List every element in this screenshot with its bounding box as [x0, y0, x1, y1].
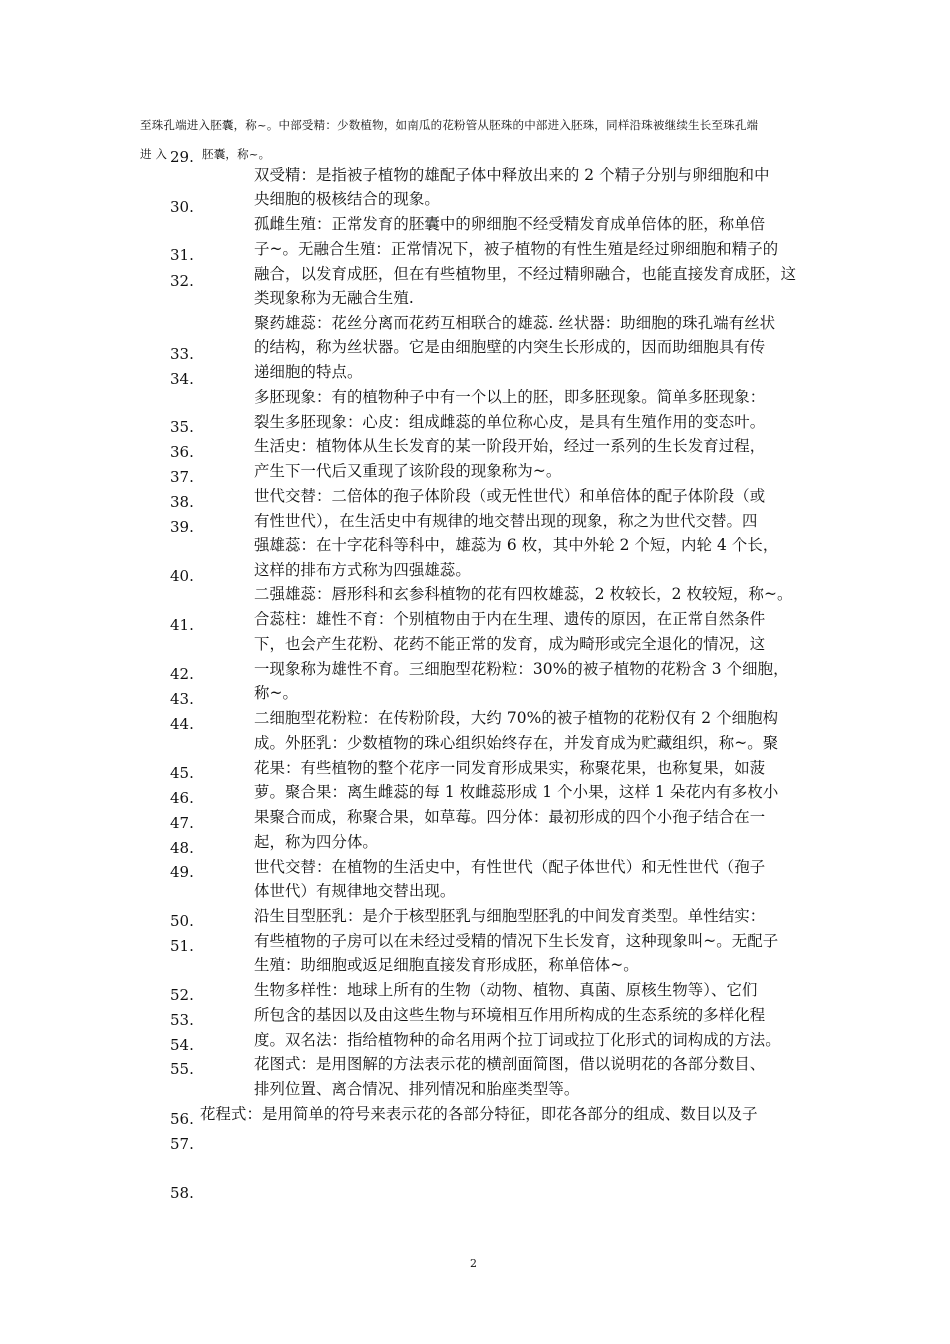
text-line: 生殖：助细胞或返足细胞直接发育形成胚，称单倍体~。: [254, 956, 639, 974]
text-line: 萝。聚合果：离生雌蕊的每 1 枚雌蕊形成 1 个小果，这样 1 朵花内有多枚小: [254, 783, 779, 801]
item-number: 47.: [170, 814, 194, 832]
item-number: 32.: [170, 272, 194, 290]
text-line: 裂生多胚现象：心皮：组成雌蕊的单位称心皮，是具有生殖作用的变态叶。: [254, 413, 766, 431]
top-paragraph-line-2-prefix: 进 入: [140, 147, 168, 161]
text-line: 递细胞的特点。: [254, 363, 363, 381]
text-line: 生活史：植物体从生长发育的某一阶段开始，经过一系列的生长发育过程，: [254, 437, 766, 455]
item-number: 35.: [170, 418, 194, 436]
item-number: 46.: [170, 789, 194, 807]
text-line: 花程式：是用简单的符号来表示花的各部分特征，即花各部分的组成、数目以及子: [200, 1105, 758, 1123]
item-number: 30.: [170, 198, 194, 216]
text-line: 一现象称为雄性不育。三细胞型花粉粒：30%的被子植物的花粉含 3 个细胞，: [254, 660, 789, 678]
item-number: 58.: [170, 1184, 194, 1202]
top-paragraph-line-2-suffix: 胚囊，称~。: [202, 147, 271, 161]
text-line: 排列位置、离合情况、排列情况和胎座类型等。: [254, 1080, 580, 1098]
item-number: 38.: [170, 493, 194, 511]
text-line: 花果：有些植物的整个花序一同发育形成果实，称聚花果，也称复果，如菠: [254, 759, 766, 777]
item-number: 50.: [170, 912, 194, 930]
item-number: 52.: [170, 986, 194, 1004]
text-line: 世代交替：二倍体的孢子体阶段（或无性世代）和单倍体的配子体阶段（或: [254, 487, 766, 505]
item-number: 43.: [170, 690, 194, 708]
item-number: 49.: [170, 863, 194, 881]
text-line: 起，称为四分体。: [254, 833, 378, 851]
text-line: 这样的排布方式称为四强雄蕊。: [254, 561, 471, 579]
text-line: 体世代）有规律地交替出现。: [254, 882, 456, 900]
item-number: 54.: [170, 1036, 194, 1054]
item-number: 44.: [170, 715, 194, 733]
item-number: 41.: [170, 616, 194, 634]
item-number: 31.: [170, 246, 194, 264]
text-line: 花图式：是用图解的方法表示花的横剖面简图，借以说明花的各部分数目、: [254, 1055, 766, 1073]
text-line: 所包含的基因以及由这些生物与环境相互作用所构成的生态系统的多样化程: [254, 1006, 766, 1024]
text-line: 类现象称为无融合生殖.: [254, 289, 414, 307]
text-line: 的结构，称为丝状器。它是由细胞壁的内突生长形成的，因而助细胞具有传: [254, 338, 766, 356]
item-number: 36.: [170, 443, 194, 461]
text-line: 度。双名法：指给植物种的命名用两个拉丁词或拉丁化形式的词构成的方法。: [254, 1031, 781, 1049]
item-number: 53.: [170, 1011, 194, 1029]
text-line: 子~。无融合生殖：正常情况下，被子植物的有性生殖是经过卵细胞和精子的: [254, 240, 779, 258]
text-line: 聚药雄蕊：花丝分离而花药互相联合的雄蕊. 丝状器：助细胞的珠孔端有丝状: [254, 314, 776, 332]
text-line: 沿生目型胚乳：是介于核型胚乳与细胞型胚乳的中间发育类型。单性结实：: [254, 907, 766, 925]
item-number: 40.: [170, 567, 194, 585]
text-line: 世代交替：在植物的生活史中，有性世代（配子体世代）和无性世代（孢子: [254, 858, 766, 876]
text-line: 双受精：是指被子植物的雄配子体中释放出来的 2 个精子分别与卵细胞和中: [254, 166, 770, 184]
text-line: 融合，以发育成胚，但在有些植物里，不经过精卵融合，也能直接发育成胚，这: [254, 265, 797, 283]
text-line: 多胚现象：有的植物种子中有一个以上的胚，即多胚现象。简单多胚现象：: [254, 388, 766, 406]
top-paragraph-line-1: 至珠孔端进入胚囊，称~。中部受精：少数植物，如南瓜的花粉管从胚珠的中部进入胚珠，同样沿珠被继续生长至珠孔端: [140, 118, 759, 132]
item-number: 55.: [170, 1060, 194, 1078]
item-number: 45.: [170, 764, 194, 782]
text-line: 有些植物的子房可以在未经过受精的情况下生长发育，这种现象叫~。无配子: [254, 932, 779, 950]
item-number: 56.: [170, 1110, 194, 1128]
text-line: 下，也会产生花粉、花药不能正常的发育，成为畸形或完全退化的情况，这: [254, 635, 766, 653]
text-line: 有性世代），在生活史中有规律的地交替出现的现象，称之为世代交替。四: [254, 512, 758, 530]
item-number: 34.: [170, 370, 194, 388]
text-line: 产生下一代后又重现了该阶段的现象称为~。: [254, 462, 562, 480]
text-line: 二细胞型花粉粒：在传粉阶段，大约 70%的被子植物的花粉仅有 2 个细胞构: [254, 709, 779, 727]
text-line: 果聚合而成，称聚合果，如草莓。四分体：最初形成的四个小孢子结合在一: [254, 808, 766, 826]
item-number: 37.: [170, 468, 194, 486]
item-number: 33.: [170, 345, 194, 363]
item-number: 39.: [170, 518, 194, 536]
item-number: 29.: [170, 148, 194, 166]
item-number: 57.: [170, 1135, 194, 1153]
text-line: 二强雄蕊：唇形科和玄参科植物的花有四枚雄蕊，2 枚较长，2 枚较短，称~。: [254, 585, 793, 603]
text-line: 生物多样性：地球上所有的生物（动物、植物、真菌、原核生物等）、它们: [254, 981, 758, 999]
text-line: 合蕊柱：雄性不育：个别植物由于内在生理、遗传的原因，在正常自然条件: [254, 610, 766, 628]
item-number: 48.: [170, 839, 194, 857]
item-number: 51.: [170, 937, 194, 955]
text-line: 孤雌生殖：正常发育的胚囊中的卵细胞不经受精发育成单倍体的胚，称单倍: [254, 215, 766, 233]
text-line: 强雄蕊：在十字花科等科中，雄蕊为 6 枚，其中外轮 2 个短，内轮 4 个长，: [254, 536, 779, 554]
text-line: 称~。: [254, 684, 298, 702]
text-line: 央细胞的极核结合的现象。: [254, 190, 440, 208]
text-line: 成。外胚乳：少数植物的珠心组织始终存在，并发育成为贮藏组织，称~。聚: [254, 734, 779, 752]
item-number: 42.: [170, 665, 194, 683]
page-number: 2: [470, 1257, 477, 1270]
